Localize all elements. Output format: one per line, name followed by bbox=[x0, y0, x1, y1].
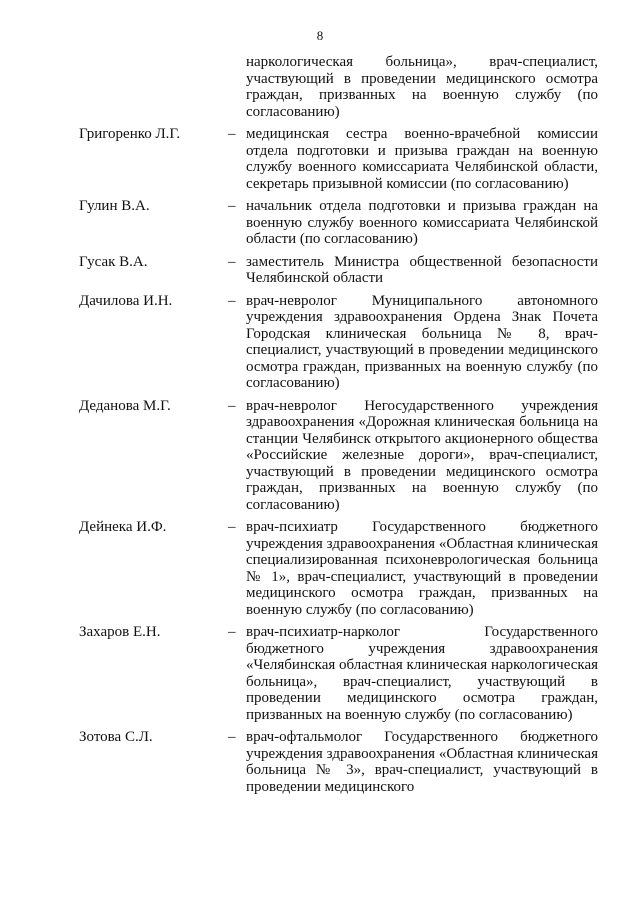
dash-separator: – bbox=[228, 126, 236, 142]
member-name: Дейнека И.Ф. bbox=[79, 519, 167, 535]
member-name: Григоренко Л.Г. bbox=[79, 126, 181, 142]
dash-separator: – bbox=[228, 519, 236, 535]
list-item bbox=[0, 198, 640, 248]
dash-separator: – bbox=[228, 292, 236, 309]
member-name: Зотова С.Л. bbox=[79, 729, 153, 745]
page-number: 8 bbox=[316, 28, 324, 43]
member-description: медицинская сестра военно-врачебной комиссии отдела подготовки и призыва граждан на военную службу военного комиссариата Челябинской области, секретарь призывной комиссии (по согласованию) bbox=[246, 126, 598, 192]
member-description: врач-невролог Негосударственного учреждения здравоохранения «Дорожная клиническая больница на станции Челябинск открытого акционерного общества «Российские железные дороги», врач-специалист, участвующий в проведении медицинского осмотра граждан, призванных на военную службу (по согласованию) bbox=[246, 397, 598, 513]
list-item bbox=[0, 293, 640, 392]
dash-separator: – bbox=[228, 624, 236, 640]
list-item bbox=[0, 126, 640, 192]
member-description: врач-психиатр Государственного бюджетного учреждения здравоохранения «Областная клиническая специализированная психоневрологическая больница № 1», врач-специалист, участвующий в проведении медицинского осмотра граждан, призванных на военную службу (по согласованию) bbox=[246, 519, 598, 618]
dash-separator: – bbox=[228, 729, 236, 745]
list-item bbox=[0, 519, 640, 618]
member-name: Гусак В.А. bbox=[79, 253, 148, 270]
list-item-continuation bbox=[0, 54, 640, 120]
member-description: наркологическая больница», врач-специалист, участвующий в проведении медицинского осмотра граждан, призванных на военную службу (по согласованию) bbox=[246, 54, 598, 120]
list-item bbox=[0, 398, 640, 514]
member-description: врач-психиатр-нарколог Государственного бюджетного учреждения здравоохранения «Челябинская областная клиническая наркологическая больница», врач-специалист, участвующий в проведении медицинского осмотра граждан, призванных на военную службу (по согласованию) bbox=[246, 624, 598, 723]
member-description: врач-невролог Муниципального автономного учреждения здравоохранения Ордена Знак Почета Городская клиническая больница № 8, врач-специалист, участвующий в проведении медицинского осмотра граждан, призванных на военную службу (по согласованию) bbox=[246, 292, 598, 391]
dash-separator: – bbox=[228, 397, 236, 414]
dash-separator: – bbox=[228, 253, 236, 270]
member-name: Дачилова И.Н. bbox=[79, 292, 173, 309]
commission-member-list bbox=[0, 54, 640, 801]
list-item bbox=[0, 624, 640, 723]
list-item bbox=[0, 729, 640, 795]
member-description: врач-офтальмолог Государственного бюджетного учреждения здравоохранения «Областная клиническая больница № 3», врач-специалист, участвующий в проведении медицинского bbox=[246, 729, 598, 795]
member-description: заместитель Министра общественной безопасности Челябинской области bbox=[246, 253, 598, 286]
dash-separator: – bbox=[228, 198, 236, 214]
list-item bbox=[0, 254, 640, 287]
member-name: Захаров Е.Н. bbox=[79, 624, 161, 640]
member-name: Гулин В.А. bbox=[79, 198, 150, 214]
member-description: начальник отдела подготовки и призыва граждан на военную службу военного комиссариата Челябинской области (по согласованию) bbox=[246, 198, 598, 247]
member-name: Деданова М.Г. bbox=[79, 397, 171, 414]
